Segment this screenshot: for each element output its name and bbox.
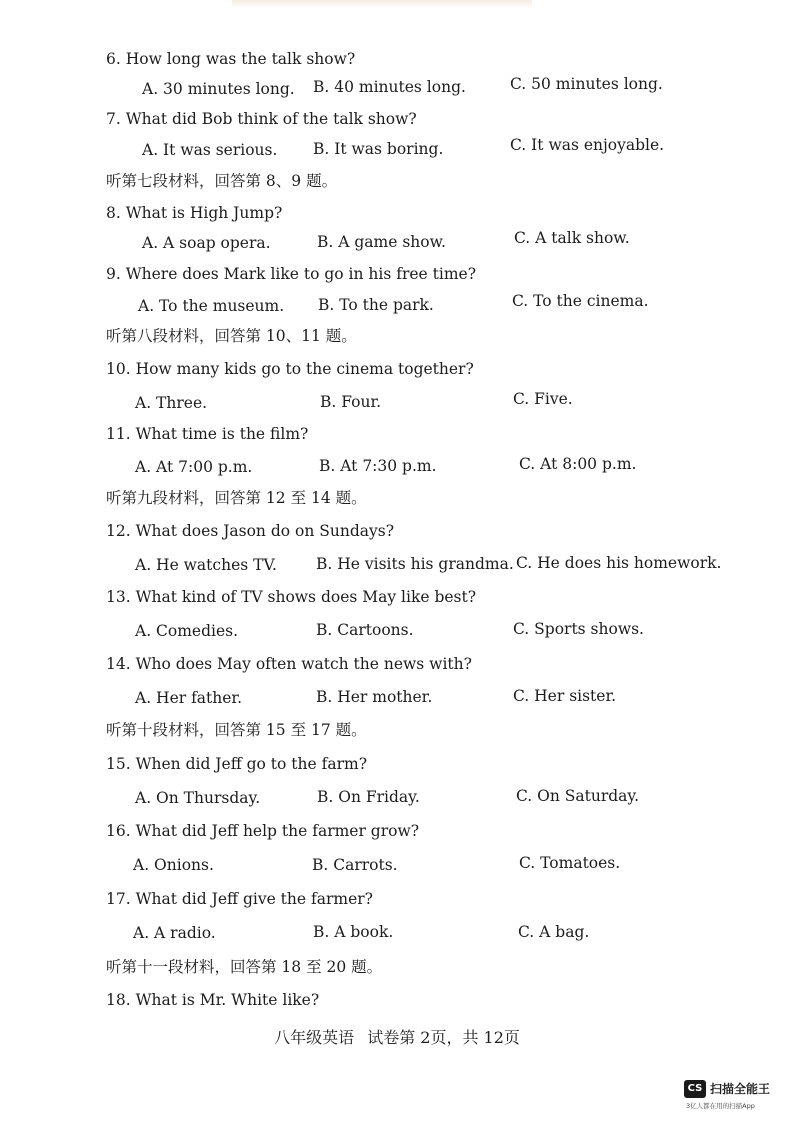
section-heading-8: 听第八段材料，回答第 10、11 题。 [106, 327, 357, 345]
section-heading-9: 听第九段材料，回答第 12 至 14 题。 [106, 489, 367, 507]
q8-option-b: B. A game show. [317, 233, 446, 251]
q12-option-b: B. He visits his grandma. [316, 555, 514, 573]
q16-option-a: A. Onions. [133, 856, 214, 874]
q15-option-a: A. On Thursday. [135, 789, 261, 807]
q8-option-a: A. A soap opera. [142, 234, 271, 252]
q17-option-a: A. A radio. [133, 924, 216, 942]
question-6: 6. How long was the talk show? [106, 50, 356, 68]
section-heading-10: 听第十段材料，回答第 15 至 17 题。 [106, 721, 367, 739]
scan-top-edge [232, 0, 532, 8]
scanner-watermark [684, 1078, 790, 1118]
q12-option-a: A. He watches TV. [135, 556, 277, 574]
camscanner-logo: CS [684, 1080, 706, 1098]
question-11: 11. What time is the film? [106, 425, 309, 443]
q14-option-a: A. Her father. [135, 689, 243, 707]
q7-option-b: B. It was boring. [313, 140, 444, 158]
q13-option-b: B. Cartoons. [316, 621, 414, 639]
q10-option-a: A. Three. [135, 394, 208, 412]
question-16: 16. What did Jeff help the farmer grow? [106, 822, 420, 840]
question-18: 18. What is Mr. White like? [106, 991, 320, 1009]
q14-option-b: B. Her mother. [316, 688, 433, 706]
q16-option-b: B. Carrots. [312, 856, 398, 874]
footer-subject: 八年级英语 [274, 1028, 355, 1047]
q11-option-a: A. At 7:00 p.m. [135, 458, 253, 476]
q11-option-b: B. At 7:30 p.m. [319, 457, 437, 475]
q16-option-c: C. Tomatoes. [519, 854, 621, 872]
q14-option-c: C. Her sister. [513, 687, 617, 705]
page-footer [0, 1028, 794, 1048]
question-17: 17. What did Jeff give the farmer? [106, 890, 373, 908]
question-14: 14. Who does May often watch the news with? [106, 655, 472, 673]
q10-option-c: C. Five. [513, 390, 573, 408]
question-7: 7. What did Bob think of the talk show? [106, 110, 417, 128]
q17-option-b: B. A book. [313, 923, 394, 941]
q10-option-b: B. Four. [320, 393, 382, 411]
question-8: 8. What is High Jump? [106, 204, 283, 222]
section-heading-7: 听第七段材料，回答第 8、9 题。 [106, 172, 338, 190]
q15-option-b: B. On Friday. [317, 788, 420, 806]
q8-option-c: C. A talk show. [514, 229, 630, 247]
q12-option-c: C. He does his homework. [516, 554, 722, 572]
q9-option-a: A. To the museum. [138, 297, 285, 315]
q6-option-a: A. 30 minutes long. [142, 80, 295, 98]
q15-option-c: C. On Saturday. [516, 787, 640, 805]
q9-option-b: B. To the park. [318, 296, 434, 314]
q13-option-a: A. Comedies. [135, 622, 239, 640]
q11-option-c: C. At 8:00 p.m. [519, 455, 637, 473]
watermark-tagline: 3亿人都在用的扫描App [686, 1102, 755, 1110]
q9-option-c: C. To the cinema. [512, 292, 649, 310]
q17-option-c: C. A bag. [518, 923, 590, 941]
q7-option-c: C. It was enjoyable. [510, 136, 665, 154]
question-13: 13. What kind of TV shows does May like best? [106, 588, 477, 606]
section-heading-11: 听第十一段材料，回答第 18 至 20 题。 [106, 958, 383, 976]
watermark-app-name: 扫描全能王 [710, 1082, 771, 1096]
question-15: 15. When did Jeff go to the farm? [106, 755, 368, 773]
q7-option-a: A. It was serious. [142, 141, 278, 159]
question-12: 12. What does Jason do on Sundays? [106, 522, 395, 540]
question-9: 9. Where does Mark like to go in his free time? [106, 265, 477, 283]
question-10: 10. How many kids go to the cinema together? [106, 360, 474, 378]
q6-option-b: B. 40 minutes long. [313, 78, 466, 96]
footer-page-number: 试卷第 2页，共 12页 [367, 1028, 520, 1047]
q13-option-c: C. Sports shows. [513, 620, 644, 638]
q6-option-c: C. 50 minutes long. [510, 75, 663, 93]
